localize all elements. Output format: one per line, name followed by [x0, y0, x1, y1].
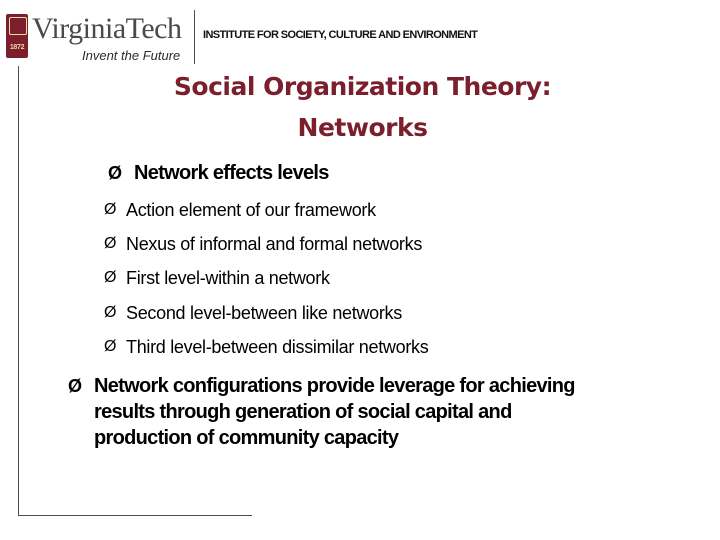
title-line-1: Social Organization Theory:: [173, 72, 552, 101]
title-line-2: Networks: [297, 113, 428, 142]
university-seal-icon: [6, 14, 28, 58]
arrow-bullet-icon: Ø: [104, 304, 117, 321]
sub-bullet-text: Nexus of informal and formal networks: [126, 234, 423, 254]
bullet-text-line: results through generation of social capital and: [94, 401, 512, 423]
arrow-bullet-icon: Ø: [104, 269, 117, 286]
arrow-bullet-icon: Ø: [104, 338, 117, 355]
seal-year: 1872: [9, 44, 25, 51]
bullet-text: Network effects levels: [134, 162, 329, 184]
bullet-text: [94, 373, 575, 451]
arrow-bullet-icon: Ø: [108, 163, 122, 183]
institute-name: INSTITUTE FOR SOCIETY, CULTURE AND ENVIRONMENT: [203, 29, 478, 41]
sub-bullet-text: First level-within a network: [126, 268, 330, 288]
logo-tagline: Invent the Future: [82, 48, 181, 63]
frame-line-horizontal: [18, 515, 252, 516]
frame-line-vertical: [18, 66, 19, 515]
bullet-text-line: Network configurations provide leverage for achieving: [94, 375, 575, 397]
sub-bullet-text: Third level-between dissimilar networks: [126, 337, 429, 357]
bullet-text-line: production of community capacity: [94, 427, 399, 449]
header-divider: [194, 10, 195, 64]
sub-bullet-text: Action element of our framework: [126, 200, 376, 220]
arrow-bullet-icon: Ø: [68, 376, 82, 396]
arrow-bullet-icon: Ø: [104, 235, 117, 252]
arrow-bullet-icon: Ø: [104, 201, 117, 218]
sub-bullet-text: Second level-between like networks: [126, 303, 402, 323]
logo-wordmark: VirginiaTech: [32, 12, 182, 45]
slide-title: [150, 66, 575, 148]
virginia-tech-logo: [4, 10, 194, 66]
